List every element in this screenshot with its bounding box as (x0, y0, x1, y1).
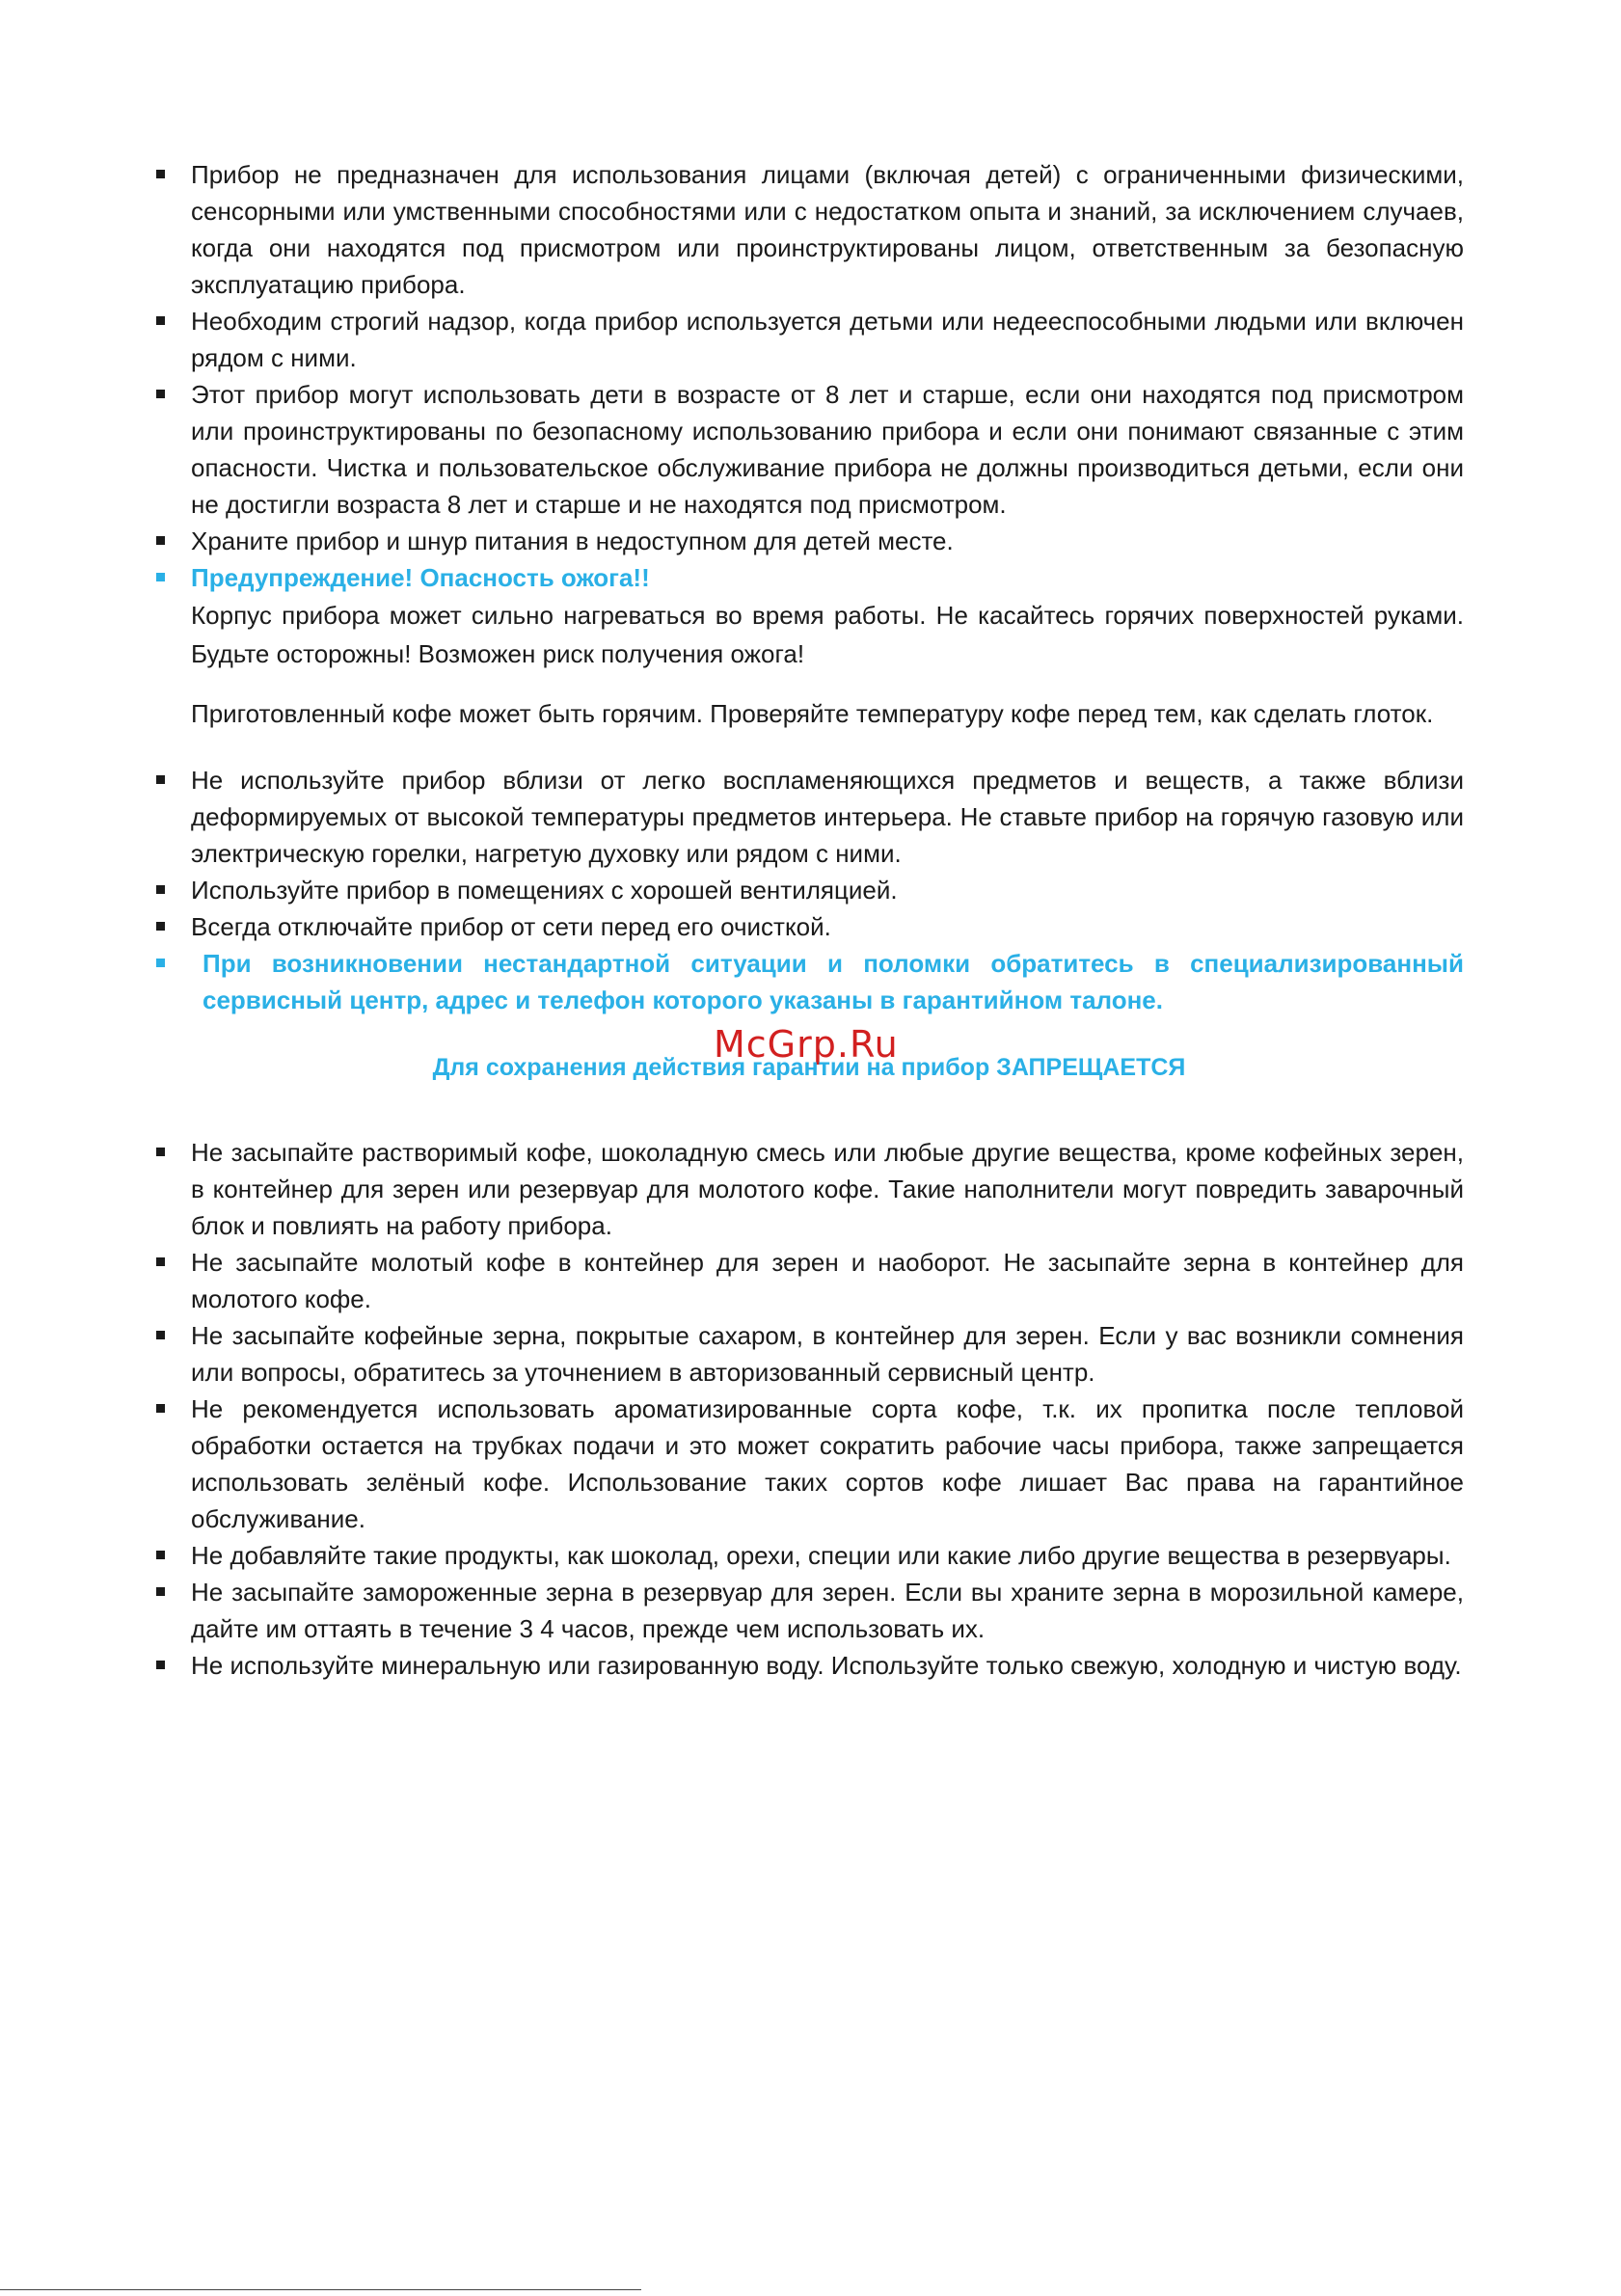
list-item-text: Не засыпайте молотый кофе в контейнер для зерен и наоборот. Не засыпайте зерна в контейнер для молотого кофе. (191, 1248, 1464, 1313)
list-item-text: Храните прибор и шнур питания в недоступном для детей месте. (191, 527, 954, 555)
list-item-text: Не засыпайте кофейные зерна, покрытые сахаром, в контейнер для зерен. Если у вас возникли сомнения или вопросы, обратитесь за уточнением в авторизованный сервисный центр. (191, 1321, 1464, 1387)
list-item-text: Не добавляйте такие продукты, как шоколад, орехи, специи или какие либо другие вещества в резервуары. (191, 1541, 1451, 1570)
square-bullet-icon (156, 1148, 165, 1156)
list-item (154, 1134, 1464, 1244)
list-item-text: Не рекомендуется использовать ароматизированные сорта кофе, т.к. их пропитка после тепловой обработки остается на трубках подачи и это может сократить рабочие часы прибора, также запрещается использовать зелёный кофе. Использование таких сортов кофе лишает Вас права на гарантийное обслуживание. (191, 1394, 1464, 1533)
square-bullet-icon (156, 536, 165, 545)
square-bullet-icon (156, 1661, 165, 1669)
list-item-text: Этот прибор могут использовать дети в возрасте от 8 лет и старше, если они находятся под присмотром или проинструктированы по безопасному использованию прибора и если они понимают связанные с этим опасности. Чистка и пользовательское обслуживание прибора не должны производиться детьми, если они не достигли возраста 8 лет и старше и не находятся под присмотром. (191, 380, 1464, 519)
square-bullet-icon (156, 885, 165, 894)
square-bullet-icon (156, 1331, 165, 1339)
hot-coffee-warning-text: Приготовленный кофе может быть горячим. Проверяйте температуру кофе перед тем, как сделать глоток. (191, 699, 1434, 728)
list-item (154, 1574, 1464, 1647)
list-item (154, 1647, 1464, 1684)
list-item-text: Прибор не предназначен для использования лицами (включая детей) с ограниченными физическими, сенсорными или умственными способностями или с недостатком опыта и знаний, за исключением случаев, когда они находятся под присмотром или проинструктированы лицом, ответственным за безопасную эксплуатацию прибора. (191, 160, 1464, 299)
burn-warning-title: Предупреждение! Опасность ожога!! (191, 563, 650, 592)
service-note-text: При возникновении нестандартной ситуации и поломки обратитесь в специализированный сервисный центр, адрес и телефон которого указаны в гарантийном талоне. (203, 949, 1464, 1014)
warranty-list (154, 1134, 1464, 1684)
list-item (154, 1391, 1464, 1537)
watermark-logo: McGrp.Ru (714, 1023, 899, 1066)
safety-list-2 (154, 762, 1464, 1018)
service-note (154, 945, 1464, 1018)
list-item (154, 523, 1464, 559)
warranty-heading-block (154, 1018, 1464, 1134)
list-item (154, 376, 1464, 523)
list-item-text: Необходим строгий надзор, когда прибор используется детьми или недееспособными людьми или включен рядом с ними. (191, 307, 1464, 372)
list-item (154, 908, 1464, 945)
list-item (154, 303, 1464, 376)
square-bullet-icon (156, 1404, 165, 1413)
safety-list (154, 156, 1464, 733)
list-item (154, 1537, 1464, 1574)
square-bullet-icon (156, 316, 165, 325)
list-item-text: Используйте прибор в помещениях с хорошей вентиляцией. (191, 876, 898, 905)
square-bullet-icon (156, 1551, 165, 1559)
list-item-text: Не используйте прибор вблизи от легко воспламеняющихся предметов и веществ, а также вблизи деформируемых от высокой температуры предметов интерьера. Не ставьте прибор на горячую газовую или электрическую горелки, нагретую духовку или рядом с ними. (191, 766, 1464, 868)
warranty-heading: Для сохранения действия гарантии на прибор ЗАПРЕЩАЕТСЯ (432, 1054, 1186, 1081)
list-item-text: Не засыпайте замороженные зерна в резервуар для зерен. Если вы храните зерна в морозильной камере, дайте им оттаять в течение 3 4 часов, прежде чем использовать их. (191, 1578, 1464, 1643)
square-bullet-icon (156, 959, 165, 967)
list-item (154, 1317, 1464, 1391)
square-bullet-icon (156, 1257, 165, 1266)
list-item-text: Всегда отключайте прибор от сети перед его очисткой. (191, 912, 831, 941)
burn-warning (154, 559, 1464, 733)
footer-divider (0, 2289, 641, 2290)
list-item (154, 156, 1464, 303)
square-bullet-icon (156, 1587, 165, 1596)
list-item (154, 762, 1464, 872)
square-bullet-icon (156, 775, 165, 784)
square-bullet-icon (156, 170, 165, 178)
square-bullet-icon (156, 573, 165, 581)
square-bullet-icon (156, 390, 165, 398)
list-item-text: Не используйте минеральную или газированную воду. Используйте только свежую, холодную и чистую воду. (191, 1651, 1462, 1680)
page-content (154, 156, 1464, 1684)
list-item-text: Не засыпайте растворимый кофе, шоколадную смесь или любые другие вещества, кроме кофейных зерен, в контейнер для зерен или резервуар для молотого кофе. Такие наполнители могут повредить заварочный блок и повлиять на работу прибора. (191, 1138, 1464, 1240)
list-item (154, 872, 1464, 908)
square-bullet-icon (156, 922, 165, 931)
burn-warning-text: Корпус прибора может сильно нагреваться во время работы. Не касайтесь горячих поверхностей руками. Будьте осторожны! Возможен риск получения ожога! (191, 601, 1464, 668)
list-item (154, 1244, 1464, 1317)
